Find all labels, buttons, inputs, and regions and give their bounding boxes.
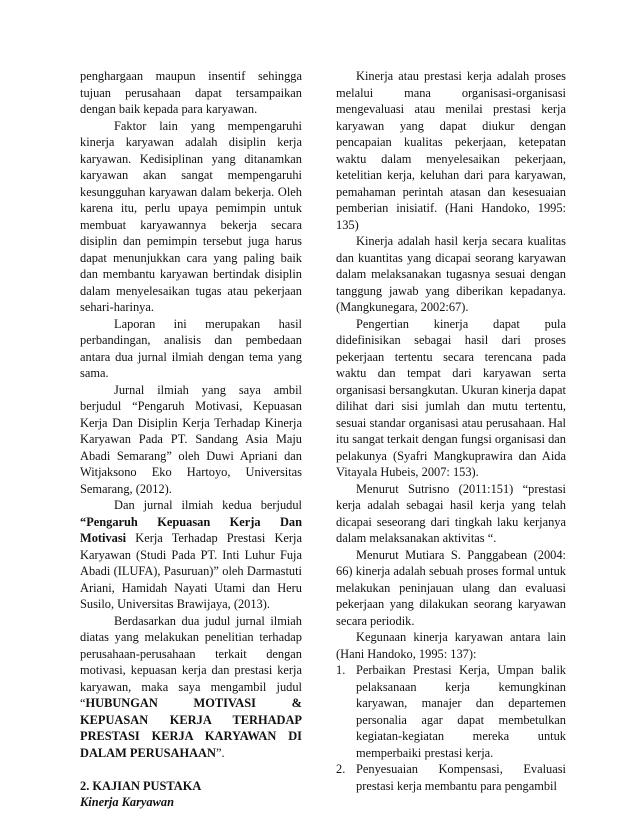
paragraph-chosen-title: [80, 613, 302, 762]
left-column: [80, 68, 302, 811]
list-item: [336, 662, 566, 761]
uses-list: [336, 662, 566, 794]
paragraph-definition-mangkuprawira: Pengertian kinerja dapat pula didefinisikan sebagai hasil dari proses pekerjaan tertentu secara terencana pada waktu dan tempat dari karyawan serta organisasi bersangkutan. Ukuran kinerja dapat dilihat dari sisi jumlah dan mutu tertentu, sesuai standar organisasi atau perusahaan. Hal itu sangat terkait dengan fungsi organisasi dan pelakunya (Syafri Mangkuprawira dan Aida Vitayala Hubeis, 2007: 153).: [336, 316, 566, 479]
subsection-heading: Kinerja Karyawan: [80, 795, 174, 809]
paragraph-definition-mangkunegara: Kinerja adalah hasil kerja secara kualitas dan kuantitas yang dicapai seorang karyawan dalam melaksanakan tugasnya sesuai dengan tanggung jawab yang diberikan kepadanya. (Mangkunegara, 2002:67).: [336, 234, 566, 314]
chosen-title-lead: Berdasarkan dua judul jurnal ilmiah diatas yang melakukan penelitian terhadap perusahaan-perusahaan terkait dengan motivasi, kepuasan kerja dan prestasi kerja karyawan, maka saya mengambil judul “: [80, 613, 302, 710]
chosen-title-end: ”.: [215, 745, 225, 760]
paragraph-journal-two: [80, 497, 302, 613]
list-item-text: Penyesuaian Kompensasi, Evaluasi prestasi kerja membantu para pengambil: [356, 762, 566, 793]
chosen-title-bold: HUBUNGAN MOTIVASI & KEPUASAN KERJA TERHADAP PRESTASI KERJA KARYAWAN DI DALAM PERUSAHAAN: [80, 696, 302, 760]
paragraph-definition-sutrisno: Menurut Sutrisno (2011:151) “prestasi kerja adalah sebagai hasil kerja yang telah dicapai seseorang dari tingkah laku kerjanya dalam melaksanakan aktivitas “.: [336, 481, 566, 545]
paragraph-journal-one: Jurnal ilmiah yang saya ambil berjudul “Pengaruh Motivasi, Kepuasan Kerja Dan Disiplin Kerja Terhadap Kinerja Karyawan Pada PT. Sandang Asia Maju Abadi Semarang” oleh Duwi Apriani dan Witjaksono Eko Hartoyo, Universitas Semarang, (2012).: [80, 382, 302, 496]
paragraph-uses-intro: Kegunaan kinerja karyawan antara lain (Hani Handoko, 1995: 137):: [336, 630, 566, 661]
journal-two-title-bold: “Pengaruh Kepuasan Kerja Dan Motivasi: [80, 514, 302, 545]
paragraph-continuation: penghargaan maupun insentif sehingga tujuan perusahaan dapat tersampaikan dengan baik kepada para karyawan.: [80, 69, 302, 116]
paragraph-definition-panggabean: Menurut Mutiara S. Panggabean (2004: 66) kinerja adalah sebuah proses formal untuk melakukan peninjauan ulang dan evaluasi pekerjaan yang dilakukan seorang karyawan secara periodik.: [336, 547, 566, 628]
journal-two-lead: Dan jurnal ilmiah kedua berjudul: [114, 498, 302, 512]
paragraph-definition-handoko: Kinerja atau prestasi kerja adalah proses melalui mana organisasi-organisasi mengevaluasi atau menilai prestasi kerja karyawan yang dapat diukur dengan pencapaian kualitas pekerjaan, ketepatan waktu dalam menyelesaikan pekerjaan, ketelitian kerja, keluhan dari para karyawan, pemahaman perintah atasan dan kesesuaian pemberian inisiatif. (Hani Handoko, 1995: 135): [336, 69, 566, 232]
paragraph-report-intro: Laporan ini merupakan hasil perbandingan, analisis dan pembedaan antara dua jurnal ilmiah dengan tema yang sama.: [80, 316, 302, 380]
section-heading: 2. KAJIAN PUSTAKA: [80, 778, 202, 793]
list-item: [336, 761, 566, 794]
paragraph-discipline: Faktor lain yang mempengaruhi kinerja karyawan adalah disiplin kerja karyawan. Kedisiplinan yang ditanamkan karyawan akan sangat mempengaruhi kesungguhan karyawan dalam bekerja. Oleh karena itu, perlu upaya pemimpin untuk membuat karyawannya bekerja secara disiplin dan pemimpin tersebut juga harus dapat menunjukkan cara yang paling baik dan membantu karyawan bertindak disiplin dalam menyelesaikan tugas atau pekerjaan sehari-harinya.: [80, 118, 302, 314]
list-item-number: 2.: [336, 762, 346, 776]
list-item-number: 1.: [336, 663, 346, 677]
list-item-text: Perbaikan Prestasi Kerja, Umpan balik pelaksanaan kerja kemungkinan karyawan, manajer dan departemen personalia agar dapat membetulkan kegiatan-kegiatan mereka untuk memperbaiki prestasi kerja.: [356, 663, 566, 760]
right-column: [336, 68, 566, 794]
journal-two-rest: Kerja Terhadap Prestasi Kerja Karyawan (Studi Pada PT. Inti Luhur Fuja Abadi (ILUFA), Pasuruan)” oleh Darmastuti Ariani, Hamidah Nayati Utami dan Heru Susilo, Universitas Brawijaya, (2013).: [80, 531, 302, 611]
